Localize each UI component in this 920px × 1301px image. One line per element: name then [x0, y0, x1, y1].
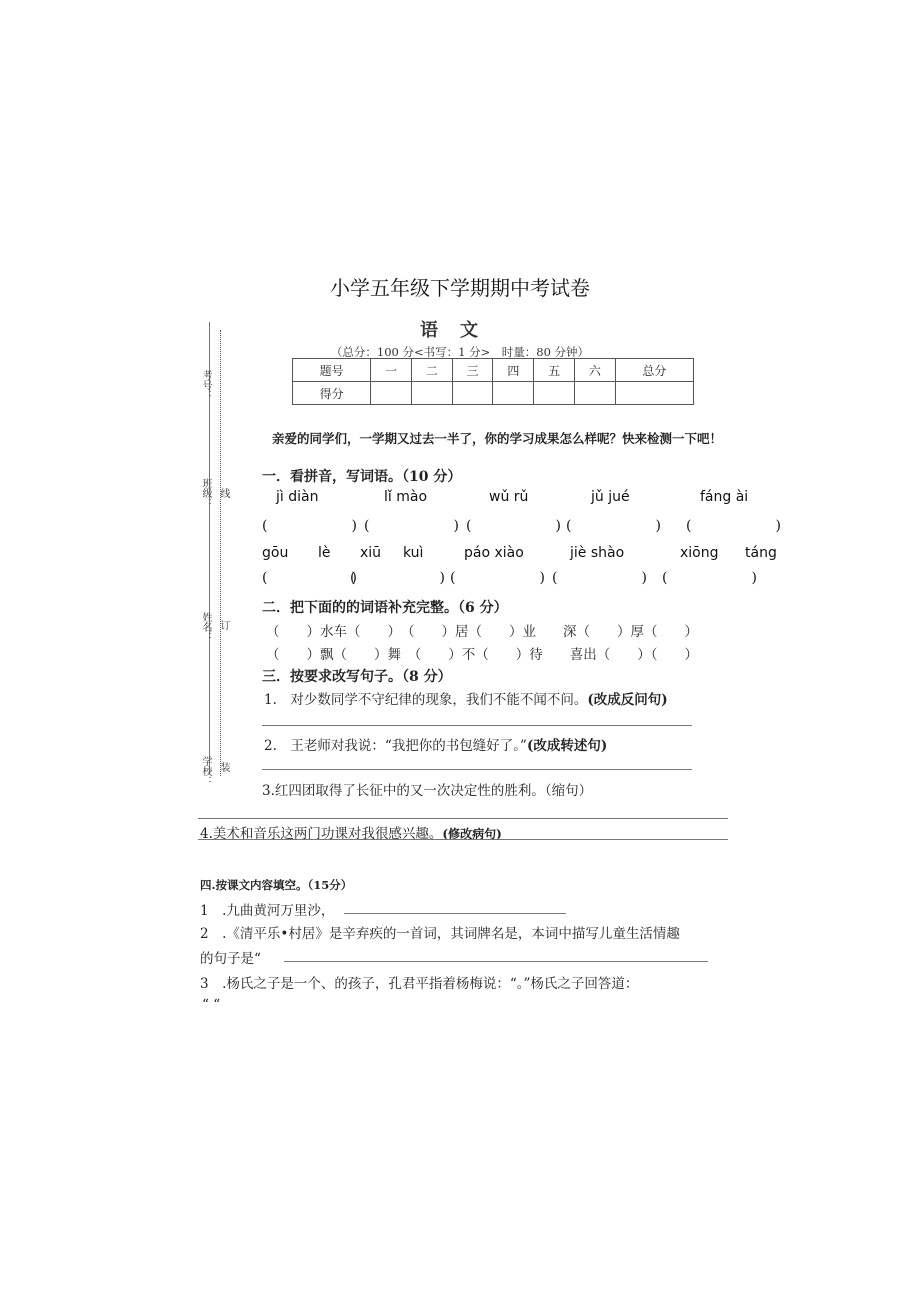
answer-paren[interactable]: ( )	[552, 570, 647, 586]
answer-line[interactable]	[262, 769, 692, 770]
fill-question-2: 2 .《清平乐•村居》是辛弃疾的一首词，其词牌名是，本词中描写儿童生活情趣	[200, 926, 680, 942]
pinyin-word: lǐ mào	[384, 489, 428, 505]
answer-paren[interactable]: ( )	[686, 518, 781, 534]
name-label: 姓名：	[200, 612, 211, 642]
greeting-text: 亲爱的同学们，一学期又过去一半了，你的学习成果怎么样呢？快来检测一下吧！	[272, 431, 723, 446]
fill-question-3-cont: “ “	[202, 997, 221, 1013]
xian-mark: 线	[218, 488, 229, 498]
answer-line[interactable]	[284, 961, 708, 962]
idiom-line[interactable]: （ ）飘（ ）舞 （ ）不（ ）待 喜出（ ）（ ）	[266, 647, 698, 663]
pinyin-word: wǔ rǔ	[489, 489, 529, 505]
score-input-cell[interactable]	[574, 382, 615, 405]
pinyin-word: xiū	[360, 545, 382, 561]
score-cell: 三	[452, 359, 493, 382]
score-table-header-row	[293, 359, 694, 382]
binding-line-dotted	[220, 330, 221, 776]
score-cell: 六	[574, 359, 615, 382]
question-tag: (改成转述句)	[526, 738, 608, 754]
answer-line[interactable]	[262, 725, 692, 726]
question-tag: (改成反问句)	[587, 692, 668, 708]
score-input-cell[interactable]	[371, 382, 412, 405]
score-table	[292, 358, 694, 405]
answer-line[interactable]	[198, 818, 728, 819]
question-tag: (修改病句)	[442, 827, 502, 841]
pinyin-word: lè	[318, 545, 331, 561]
school-label: 学校：	[200, 756, 211, 786]
section2-heading: 二．把下面的的词语补充完整。（6 分）	[262, 600, 508, 616]
pinyin-word: jiè shào	[570, 545, 625, 561]
exam-number-label: 考号：	[200, 370, 211, 400]
answer-paren[interactable]: ( )	[566, 518, 661, 534]
section3-heading: 三．按要求改写句子。（8 分）	[262, 669, 452, 685]
score-cell: 一	[371, 359, 412, 382]
score-input-cell[interactable]	[534, 382, 575, 405]
score-cell: 得分	[293, 382, 371, 405]
answer-paren[interactable]: ( )	[450, 570, 545, 586]
rewrite-question-2	[264, 734, 607, 754]
exam-title: 小学五年级下学期期中考试卷	[330, 276, 590, 300]
score-input-cell[interactable]	[615, 382, 693, 405]
question-text: 2. 王老师对我说：“我把你的书包缝好了。”	[264, 738, 527, 754]
answer-paren[interactable]: ( )	[364, 518, 459, 534]
question-text: 1. 对少数同学不守纪律的现象，我们不能不闻不问。	[264, 692, 588, 708]
score-input-cell[interactable]	[452, 382, 493, 405]
score-cell: 五	[534, 359, 575, 382]
score-cell: 四	[493, 359, 534, 382]
pinyin-word: gōu	[262, 545, 289, 561]
rewrite-question-3: 3.红四团取得了长征中的又一次决定性的胜利。（缩句）	[262, 783, 593, 799]
question-text: 4.美术和音乐这两门功课对我很感兴趣。	[200, 826, 443, 842]
fill-question-1: 1 .九曲黄河万里沙，	[200, 903, 335, 919]
score-table-score-row	[293, 382, 694, 405]
pinyin-word: páo xiào	[464, 545, 524, 561]
zhuang-mark: 装	[218, 762, 229, 772]
score-input-cell[interactable]	[412, 382, 453, 405]
rewrite-question-1	[264, 688, 668, 708]
answer-paren[interactable]: ( )	[262, 518, 357, 534]
ding-mark: 订	[218, 620, 229, 630]
pinyin-word: jì diàn	[276, 489, 319, 505]
fill-question-3: 3 .杨氏之子是一个、的孩子，孔君平指着杨梅说：“。”杨氏之子回答道：	[200, 976, 639, 992]
section1-heading: 一．看拼音，写词语。（10 分）	[262, 469, 462, 485]
fill-question-2-cont: 的句子是“	[200, 951, 261, 967]
answer-paren[interactable]: ( )	[350, 570, 445, 586]
answer-line[interactable]	[198, 839, 728, 840]
pinyin-word: táng	[745, 545, 777, 561]
subject-title: 语文	[420, 320, 500, 341]
section4-heading: 四.按课文内容填空。（15分）	[200, 878, 353, 892]
answer-paren[interactable]: ( )	[466, 518, 561, 534]
score-cell: 二	[412, 359, 453, 382]
idiom-line[interactable]: （ ）水车（ ） （ ）居（ ）业 深（ ）厚（ ）	[266, 624, 698, 640]
answer-paren[interactable]: ( )	[662, 570, 757, 586]
pinyin-word: kuì	[403, 545, 424, 561]
answer-line[interactable]	[344, 913, 566, 914]
score-cell: 题号	[293, 359, 371, 382]
exam-meta: （总分：100 分<书写：1 分> 时量：80 分钟）	[330, 345, 590, 359]
answer-paren[interactable]: ( )	[262, 570, 357, 586]
pinyin-word: fáng ài	[700, 489, 749, 505]
pinyin-word: xiōng	[680, 545, 719, 561]
class-label: 班级：	[200, 478, 211, 508]
score-cell: 总分	[615, 359, 693, 382]
pinyin-word: jǔ jué	[591, 489, 630, 505]
score-input-cell[interactable]	[493, 382, 534, 405]
